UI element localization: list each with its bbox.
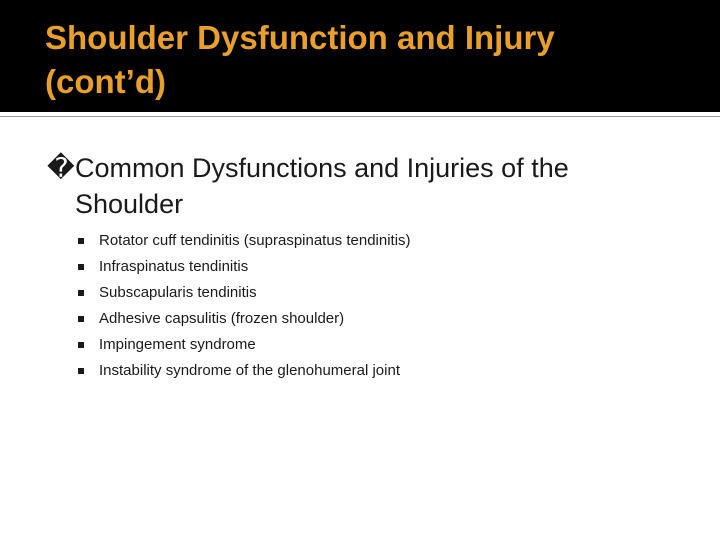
list-item-text: Adhesive capsulitis (frozen shoulder)	[99, 310, 345, 327]
heading-bullet-glyph: �	[47, 153, 75, 183]
square-bullet-icon	[78, 316, 84, 322]
slide-title-line2: (cont’d)	[45, 63, 166, 100]
list-item	[78, 228, 678, 254]
list-item	[78, 254, 678, 280]
square-bullet-icon	[78, 368, 84, 374]
title-divider	[0, 116, 720, 117]
list-item-text: Impingement syndrome	[99, 336, 256, 353]
slide-title-line1: Shoulder Dysfunction and Injury	[45, 19, 555, 56]
list-item-text: Infraspinatus tendinitis	[99, 258, 249, 275]
list-item	[78, 358, 678, 384]
slide-title	[45, 16, 685, 104]
title-band	[0, 0, 720, 112]
list-item	[78, 306, 678, 332]
section-heading-line2: Shoulder	[75, 189, 184, 219]
list-item-text: Instability syndrome of the glenohumeral joint	[99, 362, 400, 379]
list-item	[78, 332, 678, 358]
section-heading-line1: Common Dysfunctions and Injuries of the	[75, 153, 569, 183]
square-bullet-icon	[78, 342, 84, 348]
section-heading	[47, 150, 687, 222]
square-bullet-icon	[78, 264, 84, 270]
list-item-text: Rotator cuff tendinitis (supraspinatus tendinitis)	[99, 232, 411, 249]
injury-list	[78, 228, 678, 384]
list-item	[78, 280, 678, 306]
square-bullet-icon	[78, 238, 84, 244]
list-item-text: Subscapularis tendinitis	[99, 284, 257, 301]
square-bullet-icon	[78, 290, 84, 296]
